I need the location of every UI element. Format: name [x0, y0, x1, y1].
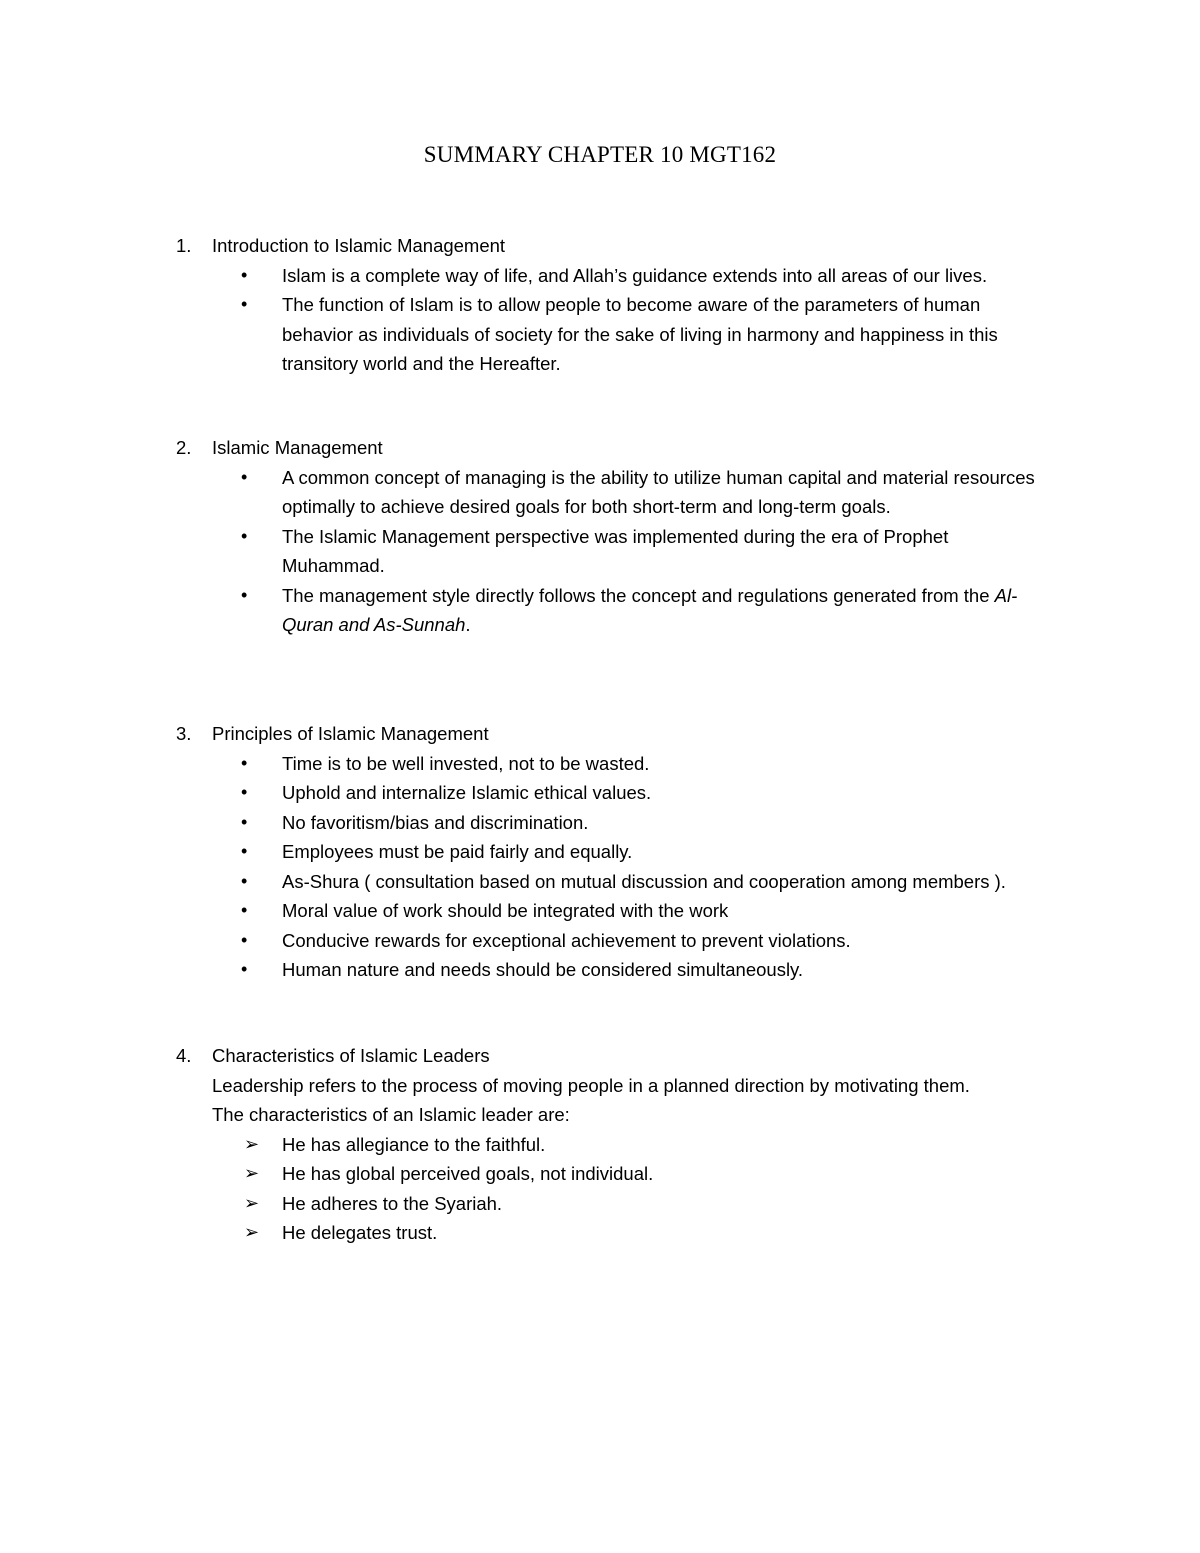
arrow-bullet-icon: ➢	[244, 1192, 260, 1213]
section-number: 1.	[176, 235, 192, 256]
bullet-icon: •	[241, 929, 248, 950]
bullet-icon: •	[241, 959, 248, 979]
list-item-text: Human nature and needs should be considered simultaneously.	[282, 959, 804, 980]
list-item	[176, 1159, 1076, 1189]
list-item-text: The function of Islam is to allow people to become aware of the parameters of human behavior as individuals of society for the sake of living in harmony and happiness in this transitory world and the Hereafter.	[282, 294, 998, 374]
bullet-icon: •	[241, 870, 248, 891]
section-number: 3.	[176, 723, 192, 744]
section-number: 2.	[176, 437, 192, 458]
section-heading	[176, 719, 1076, 749]
bullet-icon: •	[241, 782, 248, 802]
bullet-list	[176, 261, 1076, 379]
list-item	[176, 1218, 1076, 1248]
paragraph: The characteristics of an Islamic leader are:	[212, 1104, 570, 1125]
section-characteristics	[176, 1041, 1076, 1248]
section-heading-text: Principles of Islamic Management	[212, 723, 489, 744]
paragraph: Leadership refers to the process of moving people in a planned direction by motivating them.	[212, 1074, 970, 1096]
list-item	[176, 581, 1076, 640]
list-item-text: He has allegiance to the faithful.	[282, 1133, 546, 1155]
list-item-text: He adheres to the Syariah.	[282, 1192, 503, 1214]
section-introduction	[176, 231, 1076, 379]
list-item	[176, 808, 1076, 838]
section-heading-text: Characteristics of Islamic Leaders	[212, 1045, 490, 1066]
bullet-icon: •	[241, 752, 248, 773]
bullet-list	[176, 749, 1076, 985]
list-item	[176, 867, 1076, 897]
list-item	[176, 463, 1076, 522]
section-number: 4.	[176, 1045, 192, 1066]
list-item-text: Conducive rewards for exceptional achievement to prevent violations.	[282, 929, 851, 951]
list-item	[176, 926, 1076, 956]
list-item-text-suffix: .	[465, 614, 471, 635]
list-item-text: A common concept of managing is the ability to utilize human capital and material resources optimally to achieve desired goals for both short-term and long-term goals.	[282, 466, 1035, 517]
list-item-text: Moral value of work should be integrated with the work	[282, 900, 729, 921]
italic-source-text: Al-Quran and As-Sunnah	[282, 584, 1018, 635]
list-item-text: He has global perceived goals, not individual.	[282, 1163, 654, 1184]
page-title: SUMMARY CHAPTER 10 MGT162	[423, 142, 777, 167]
list-item-text: Employees must be paid fairly and equally.	[282, 841, 633, 862]
list-item-text: Islam is a complete way of life, and Allah’s guidance extends into all areas of our lives.	[282, 264, 988, 286]
section-heading	[176, 1041, 1076, 1071]
list-item-text: Time is to be well invested, not to be wasted.	[282, 752, 650, 774]
list-item	[176, 1130, 1076, 1160]
bullet-icon: •	[241, 525, 248, 546]
arrow-bullet-icon: ➢	[244, 1163, 260, 1183]
list-item-text-prefix: The management style directly follows the concept and regulations generated from the	[282, 584, 995, 606]
bullet-icon: •	[241, 584, 248, 605]
section-islamic-management	[176, 433, 1076, 640]
bullet-icon: •	[241, 900, 248, 920]
bullet-icon: •	[241, 466, 248, 487]
list-item	[176, 955, 1076, 985]
list-item	[176, 522, 1076, 581]
list-item-text: He delegates trust.	[282, 1222, 438, 1243]
list-item	[176, 749, 1076, 779]
arrow-bullet-icon: ➢	[244, 1222, 260, 1242]
list-item	[176, 1189, 1076, 1219]
list-item-text: No favoritism/bias and discrimination.	[282, 811, 589, 833]
section-principles	[176, 719, 1076, 985]
section-heading	[176, 433, 1076, 463]
list-item	[176, 290, 1076, 379]
section-heading	[176, 231, 1076, 261]
list-item-text: As-Shura ( consultation based on mutual discussion and cooperation among members ).	[282, 870, 1006, 892]
list-item	[176, 837, 1076, 867]
bullet-icon: •	[241, 294, 248, 314]
list-item-text: The Islamic Management perspective was implemented during the era of Prophet Muhammad.	[282, 525, 949, 576]
bullet-icon: •	[241, 841, 248, 861]
arrow-list	[176, 1130, 1076, 1248]
list-item-text: Uphold and internalize Islamic ethical values.	[282, 782, 652, 803]
arrow-bullet-icon: ➢	[244, 1133, 260, 1154]
bullet-icon: •	[241, 811, 248, 832]
bullet-icon: •	[241, 264, 248, 285]
bullet-list	[176, 463, 1076, 640]
list-item	[176, 896, 1076, 926]
section-heading-text: Introduction to Islamic Management	[212, 235, 506, 256]
list-item	[176, 778, 1076, 808]
section-heading-text: Islamic Management	[212, 437, 383, 458]
list-item	[176, 261, 1076, 291]
